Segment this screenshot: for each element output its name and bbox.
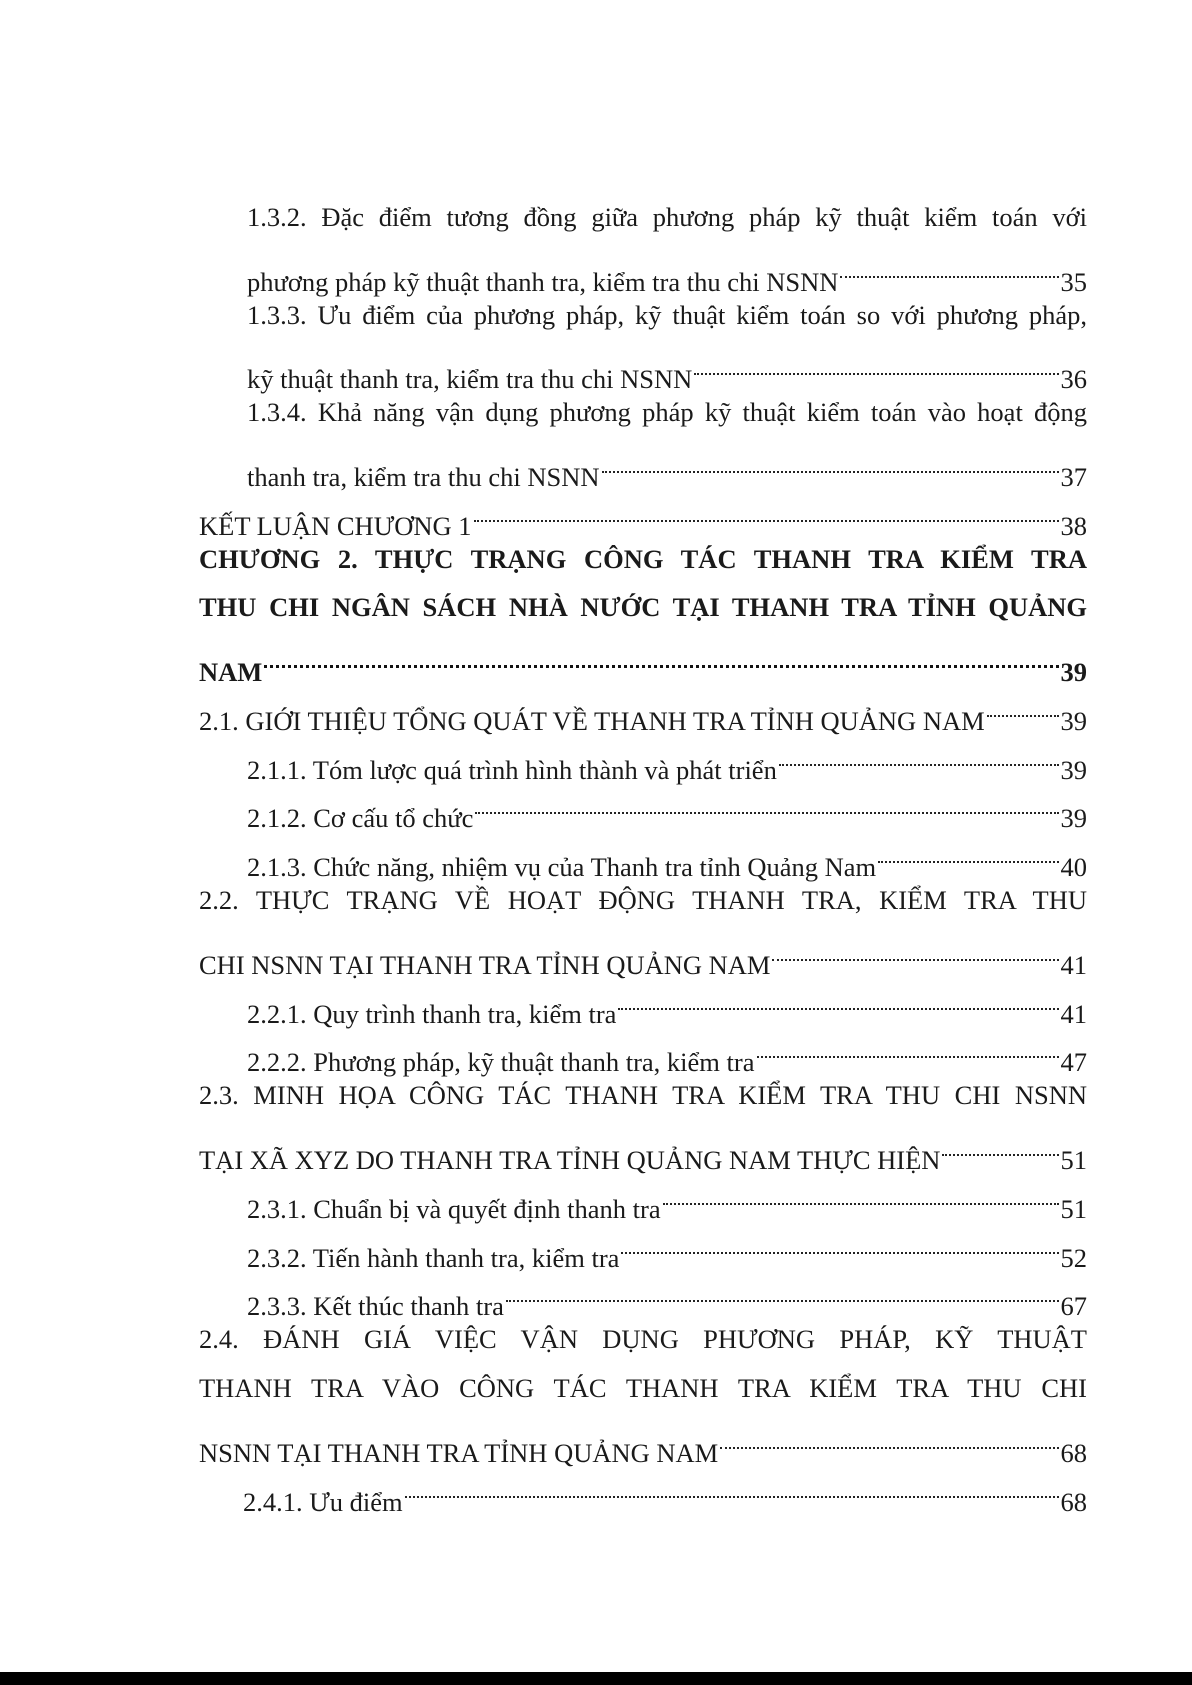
toc-entry-text: 2.3.2. Tiến hành thanh tra, kiểm tra	[247, 1242, 620, 1273]
toc-leader-dots	[878, 827, 1058, 876]
toc-entry-text: phương pháp kỹ thuật thanh tra, kiểm tra thu chi NSNN	[247, 266, 839, 297]
toc-leader-dots	[663, 1169, 1059, 1218]
toc-entry-text: 2.1. GIỚI THIỆU TỔNG QUÁT VỀ THANH TRA TỈNH QUẢNG NAM	[199, 705, 985, 736]
toc-entry-text: thanh tra, kiểm tra thu chi NSNN	[247, 461, 600, 492]
toc-leader-dots	[772, 925, 1058, 974]
toc-leader-dots	[474, 486, 1059, 535]
toc-leader-dots	[602, 437, 1059, 486]
toc-entry-text: 2.3.1. Chuẩn bị và quyết định thanh tra	[247, 1193, 661, 1224]
toc-leader-dots	[840, 242, 1058, 291]
toc-page-number: 68	[1060, 1437, 1087, 1468]
toc-entry-text: 2.4.1. Ưu điểm	[243, 1486, 403, 1517]
toc-entry-2-1[interactable]	[199, 681, 1087, 736]
toc-entry-text: 2.1.3. Chức năng, nhiệm vụ của Thanh tra tỉnh Quảng Nam	[247, 852, 877, 883]
toc-entry-2-4[interactable]	[199, 1315, 1087, 1468]
toc-leader-dots	[757, 1023, 1059, 1072]
toc-page-number: 51	[1060, 1193, 1087, 1224]
toc-page-number: 39	[1060, 754, 1087, 785]
toc-entry-text: 2.2.1. Quy trình thanh tra, kiểm tra	[247, 998, 617, 1029]
toc-leader-dots	[720, 1413, 1058, 1462]
toc-entry-text: kỹ thuật thanh tra, kiểm tra thu chi NSNN	[247, 364, 693, 395]
toc-page-number: 47	[1060, 1047, 1087, 1078]
toc-page-number: 67	[1060, 1291, 1087, 1322]
toc-leader-dots	[405, 1462, 1059, 1511]
toc-page-number: 38	[1060, 510, 1087, 541]
toc-entry-text: KẾT LUẬN CHƯƠNG 1	[199, 510, 472, 541]
toc-entry-text: 1.3.3. Ưu điểm của phương pháp, kỹ thuật kiểm toán so với phương pháp,	[247, 299, 1087, 330]
page-bottom-edge	[0, 1672, 1192, 1685]
toc-entry-text: 1.3.2. Đặc điểm tương đồng giữa phương pháp kỹ thuật kiểm toán với	[247, 202, 1087, 232]
toc-entry-text: 2.2. THỰC TRẠNG VỀ HOẠT ĐỘNG THANH TRA, KIỂM TRA THU	[199, 885, 1087, 916]
toc-entry-text: 2.2.2. Phương pháp, kỹ thuật thanh tra, kiểm tra	[247, 1047, 755, 1078]
toc-leader-dots	[475, 779, 1058, 828]
toc-entry-1-3-3[interactable]	[199, 291, 1087, 395]
toc-entry-text: NAM	[199, 656, 263, 687]
toc-entry-text: 2.3.3. Kết thúc thanh tra	[247, 1291, 504, 1322]
toc-page-number: 41	[1060, 998, 1087, 1029]
toc-page-number: 51	[1060, 1144, 1087, 1175]
toc-leader-dots	[694, 339, 1058, 388]
toc-page-number: 36	[1060, 364, 1087, 395]
toc-leader-dots	[618, 974, 1058, 1023]
toc-page-number: 39	[1060, 705, 1087, 736]
toc-page-number: 37	[1060, 461, 1087, 492]
toc-entry-text: TẠI XÃ XYZ DO THANH TRA TỈNH QUẢNG NAM THỰC HIỆN	[199, 1144, 941, 1175]
toc-entry-text: CHI NSNN TẠI THANH TRA TỈNH QUẢNG NAM	[199, 949, 771, 980]
toc-entry-1-3-4[interactable]	[199, 388, 1087, 492]
toc-entry-text: THANH TRA VÀO CÔNG TÁC THANH TRA KIỂM TRA THU CHI	[199, 1373, 1087, 1404]
toc-page-number: 68	[1060, 1486, 1087, 1517]
toc-entry-text: 2.4. ĐÁNH GIÁ VIỆC VẬN DỤNG PHƯƠNG PHÁP, KỸ THUẬT	[199, 1324, 1087, 1355]
toc-page-number: 52	[1060, 1242, 1087, 1273]
toc-leader-dots	[987, 681, 1059, 730]
toc-page-number: 39	[1060, 803, 1087, 834]
toc-leader-dots	[264, 632, 1058, 681]
toc-page-number: 35	[1060, 266, 1087, 297]
toc-entry-text: 2.1.2. Cơ cấu tổ chức	[247, 803, 474, 834]
toc-entry-text: 2.3. MINH HỌA CÔNG TÁC THANH TRA KIỂM TRA THU CHI NSNN	[199, 1080, 1087, 1111]
toc-entry-text: 2.1.1. Tóm lược quá trình hình thành và phát triển	[247, 754, 777, 785]
toc-entry-chuong-2[interactable]	[199, 535, 1087, 687]
toc-entry-1-3-2[interactable]	[199, 193, 1087, 297]
toc-page-number: 39	[1060, 656, 1087, 687]
toc-leader-dots	[779, 730, 1059, 779]
toc-entry-text: NSNN TẠI THANH TRA TỈNH QUẢNG NAM	[199, 1437, 719, 1468]
toc-entry-text: CHƯƠNG 2. THỰC TRẠNG CÔNG TÁC THANH TRA KIỂM TRA	[199, 543, 1087, 574]
toc-leader-dots	[942, 1120, 1058, 1169]
toc-leader-dots	[506, 1267, 1059, 1316]
toc-entry-2-3[interactable]	[199, 1071, 1087, 1175]
toc-page-number: 41	[1060, 949, 1087, 980]
table-of-contents	[199, 193, 1087, 1517]
toc-entry-2-2[interactable]	[199, 876, 1087, 980]
toc-entry-text: 1.3.4. Khả năng vận dụng phương pháp kỹ thuật kiểm toán vào hoạt động	[247, 397, 1087, 428]
toc-leader-dots	[621, 1218, 1058, 1267]
toc-page-number: 40	[1060, 852, 1087, 883]
toc-entry-text: THU CHI NGÂN SÁCH NHÀ NƯỚC TẠI THANH TRA TỈNH QUẢNG	[199, 592, 1087, 623]
